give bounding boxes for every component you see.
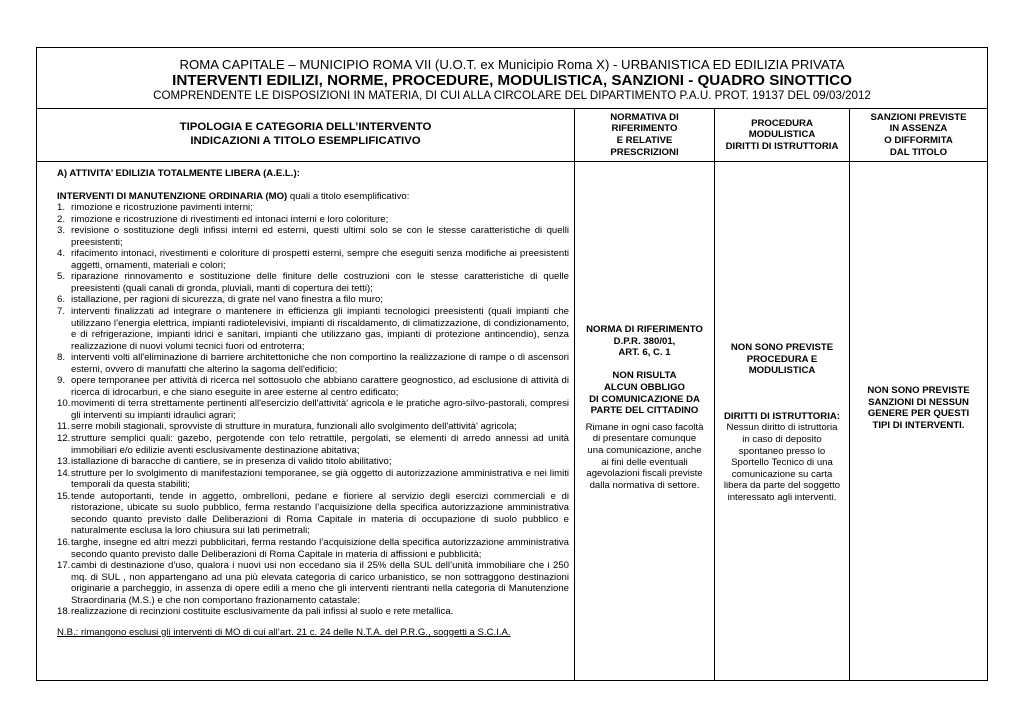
procedura-bold-line: NON SONO PREVISTE	[730, 342, 834, 353]
procedura-bold-line: MODULISTICA	[748, 365, 816, 377]
list-item-number: 15.	[57, 490, 71, 502]
list-item-number: 3.	[57, 225, 66, 237]
intervention-description	[57, 168, 569, 638]
column-header-line: IN ASSENZA	[889, 123, 948, 135]
list-item-text: interventi finalizzati ad integrare o mantenere in efficienza gli impianti tecnologici preesistenti (quali impianti che utilizzano l’energia elettrica, impianti radiotelevisivi, impianti di riscaldamento, di climatizzazione, di condizionamento, e di refrigerazione, impianti idrici e sanitari, impianti che utilizzano gas, impianti di protezione antincendio), senza realizzazione di nuovi volumi tecnici fuori od entroterra;	[71, 306, 569, 352]
list-item	[57, 294, 569, 306]
list-item-text: cambi di destinazione d’uso, qualora i nuovi usi non eccedano sia il 25% della SUL dell’unità immobiliare che i 250 mq. di SUL , non appartengano ad una più elevata categoria di carico urbanistico, se non sottraggono destinazioni originarie a parcheggio, in assenza di opere edili a meno che gli interventi rientranti nella categoria di Manutenzione Straordinaria (M.S.) e che non comportano frazionamento catastale:	[71, 560, 569, 606]
column-header-tipologia	[37, 109, 574, 161]
list-item-text: realizzazione di recinzioni costituite esclusivamente da pali infissi al suolo e rete metallica.	[71, 606, 454, 618]
column-header-line: O DIFFORMITA	[884, 135, 953, 146]
sanzioni-bold-line: TIPI DI INTERVENTI.	[872, 419, 965, 431]
column-header-procedura	[715, 109, 849, 161]
list-item	[57, 468, 569, 491]
procedura-bold-line: PROCEDURA E	[746, 353, 818, 365]
list-item-text: opere temporanee per attività di ricerca nel sottosuolo che abbiano carattere geognostico, ad esclusione di attività di ricerca di idrocarburi, e che siano eseguite in aree esterne al centro edificato;	[71, 375, 569, 398]
list-item-number: 11.	[57, 421, 70, 433]
normativa-cell	[575, 324, 714, 491]
procedura-text-line: in caso di deposito	[742, 433, 822, 445]
list-item-text: rimozione e ricostruzione pavimenti interni;	[71, 202, 253, 214]
document-header	[37, 48, 987, 109]
normativa-bold-line: ALCUN OBBLIGO	[603, 381, 685, 393]
procedura-text-line: spontaneo presso lo	[738, 445, 826, 457]
note: N.B.: rimangono esclusi gli interventi di MO di cui all’art. 21 c. 24 delle N.T.A. del P.R.G., soggetti a S.C.I.A.	[57, 626, 511, 638]
list-item-number: 12.	[57, 433, 71, 445]
sanzioni-bold-line: SANZIONI DI NESSUN	[868, 396, 969, 408]
normativa-bold-line: PARTE DEL CITTADINO	[590, 405, 699, 417]
sanzioni-bold-line: NON SONO PREVISTE	[867, 385, 970, 396]
spacer	[715, 377, 849, 411]
list-item-text: istallazione di baracche di cantiere, se in presenza di valido titolo abilitativo;	[71, 456, 392, 468]
list-item-text: targhe, insegne ed altri mezzi pubblicitari, ferma restando l’acquisizione della specifica autorizzazione amministrativa secondo quanto previsto dalle Deliberazioni di Roma Capitale in materia di affissioni e pubblicità;	[71, 536, 569, 560]
list-item-text: revisione o sostituzione degli infissi interni ed esterni, questi ultimi solo se con le stesse caratteristiche di quelli preesistenti;	[71, 225, 569, 248]
normativa-text-line: agevolazioni fiscali previste	[586, 468, 703, 480]
list-item-number: 4.	[57, 248, 66, 260]
list-item	[57, 560, 569, 606]
header-line-1: ROMA CAPITALE – MUNICIPIO ROMA VII (U.O.T. ex Municipio Roma X) - URBANISTICA ED EDILIZIA PRIVATA	[179, 57, 845, 72]
normativa-text-line: Rimane in ogni caso facoltà	[585, 421, 704, 433]
list-item	[57, 491, 569, 537]
sanzioni-cell	[850, 385, 987, 431]
procedura-text-line: libera da parte del soggetto	[723, 480, 841, 492]
column-header-line: E RELATIVE	[616, 135, 673, 146]
column-header-line: RIFERIMENTO	[611, 123, 678, 135]
list-item	[57, 306, 569, 352]
list-item-number: 13.	[57, 456, 71, 468]
column-header-line: PROCEDURA	[751, 117, 813, 129]
normativa-bold-line	[575, 359, 714, 371]
list-item	[57, 398, 569, 421]
list-item-text: movimenti di terra strettamente pertinenti all'esercizio dell'attività' agricola e le pratiche agro-silvo-pastorali, compresi gli interventi su impianti idraulici agrari;	[71, 398, 569, 421]
column-header-line: INDICAZIONI A TITOLO ESEMPLIFICATIVO	[190, 135, 421, 147]
list-item	[57, 606, 569, 618]
normativa-bold-line: NORMA DI RIFERIMENTO	[586, 324, 703, 335]
column-header-line: DAL TITOLO	[889, 146, 948, 158]
list-item-text: riparazione rinnovamento e sostituzione delle finiture delle costruzioni con le stesse caratteristiche di quelle preesistenti (quali canali di gronda, pluviali, manti di copertura dei tetti);	[71, 271, 569, 294]
list-item	[57, 202, 569, 214]
list-item-text: tende autoportanti, tende in aggetto, ombrelloni, pedane e fioriere al servizio degli esercizi commerciali e di ristorazione, ubicate su suolo pubblico, ferma restando l’acquisizione della specifica autorizzazione amministrativa secondo quanto previsto dalle Deliberazioni di Roma Capitale in materia di occupazione di suolo pubblico e naturalmente esclusa la loro chiusura sui lati perimetrali;	[71, 490, 569, 537]
list-item-number: 8.	[57, 352, 66, 364]
list-item-number: 18.	[57, 606, 71, 618]
list-item-number: 7.	[57, 306, 66, 318]
list-item-number: 10.	[57, 398, 71, 410]
sanzioni-bold-line: GENERE PER QUESTI	[867, 408, 970, 420]
list-item-number: 2.	[57, 213, 66, 225]
section-title: A) ATTIVITA’ EDILIZIA TOTALMENTE LIBERA (A.E.L.):	[57, 168, 300, 179]
diritti-title: DIRITTI DI ISTRUTTORIA:	[723, 410, 840, 422]
subsection-heading-bold: INTERVENTI DI MANUTENZIONE ORDINARIA (MO)	[57, 190, 288, 202]
list-item	[57, 433, 569, 456]
subsection-heading-rest: quali a titolo esemplificativo:	[287, 190, 410, 202]
list-item	[57, 456, 569, 468]
list-item-number: 9.	[57, 375, 66, 387]
summary-table	[36, 47, 988, 681]
normativa-text-line: di presentare comunque	[592, 433, 697, 445]
list-item-text: strutture per lo svolgimento di manifestazioni temporanee, se già oggetto di autorizzazione amministrativa e nei limiti temporali da questa stabiliti;	[71, 467, 569, 491]
list-item-text: serre mobili stagionali, sprovviste di strutture in muratura, funzionali allo svolgimento dell'attività' agricola;	[71, 421, 517, 433]
list-item-number: 14.	[57, 467, 71, 479]
normativa-bold-line: D.P.R. 380/01,	[613, 335, 676, 347]
normativa-text-line: ai fini delle eventuali	[601, 456, 688, 468]
list-item	[57, 225, 569, 248]
list-item-text: rimozione e ricostruzione di rivestimenti ed intonaci interni e loro coloriture;	[71, 213, 389, 225]
column-header-normativa	[575, 109, 714, 161]
column-header-line: NORMATIVA DI	[610, 111, 679, 123]
document-title: INTERVENTI EDILIZI, NORME, PROCEDURE, MODULISTICA, SANZIONI - QUADRO SINOTTICO	[172, 72, 852, 89]
list-item	[57, 248, 569, 271]
subsection-heading	[57, 191, 569, 203]
column-header-line: DIRITTI DI ISTRUTTORIA	[725, 140, 839, 152]
list-item-text: interventi volti all'eliminazione di barriere architettoniche che non comportino la realizzazione di rampe o di ascensori esterni, ovvero di manufatti che alterino la sagoma dell'edificio;	[71, 352, 569, 375]
list-item	[57, 214, 569, 226]
procedura-text-line: Sportello Tecnico di una	[731, 457, 833, 469]
header-row-divider	[37, 161, 987, 162]
procedura-text-line: comunicazione su carta	[731, 468, 833, 480]
column-header-line: PRESCRIZIONI	[610, 146, 679, 158]
procedura-text-line: interessato agli interventi.	[727, 491, 837, 503]
column-header-line: MODULISTICA	[748, 129, 816, 141]
list-item-number: 16.	[57, 536, 71, 548]
intervention-list	[57, 202, 569, 618]
normativa-bold-line: NON RISULTA	[612, 370, 677, 382]
list-item-number: 17.	[57, 560, 71, 572]
column-header-line: SANZIONI PREVISTE	[870, 111, 967, 123]
column-header-sanzioni	[850, 109, 987, 161]
procedura-text-line: Nessun diritto di istruttoria	[726, 422, 838, 434]
list-item	[57, 421, 569, 433]
normativa-bold-line: DI COMUNICAZIONE DA	[589, 393, 700, 405]
list-item-number: 5.	[57, 271, 66, 283]
normativa-text-line: una comunicazione, anche	[587, 444, 702, 456]
list-item	[57, 537, 569, 560]
list-item-text: istallazione, per ragioni di sicurezza, di grate nel vano finestra a filo muro;	[71, 294, 383, 306]
list-item	[57, 352, 569, 375]
header-line-3: COMPRENDENTE LE DISPOSIZIONI IN MATERIA, DI CUI ALLA CIRCOLARE DEL DIPARTIMENTO P.A.U. PROT. 19137 DEL 09/03/2012	[153, 89, 871, 102]
list-item	[57, 271, 569, 294]
procedura-cell	[715, 342, 849, 504]
list-item-number: 6.	[57, 294, 66, 306]
normativa-text-line: dalla normativa di settore.	[589, 479, 700, 491]
list-item-text: rifacimento intonaci, rivestimenti e coloriture di prospetti esterni, sempre che eseguiti senza modifiche ai preesistenti aggetti, ornamenti, materiali e colori;	[71, 248, 569, 271]
column-header-line: TIPOLOGIA E CATEGORIA DELL’INTERVENTO	[179, 121, 432, 134]
list-item-text: strutture semplici quali: gazebo, pergotende con telo retrattile, pergolati, se elementi di arredo annessi ad unità immobiliari e/o edilizie aventi esclusivamente destinazione abitativa;	[71, 433, 569, 456]
normativa-bold-line: ART. 6, C. 1	[618, 347, 671, 359]
list-item	[57, 375, 569, 398]
list-item-number: 1.	[57, 202, 66, 214]
